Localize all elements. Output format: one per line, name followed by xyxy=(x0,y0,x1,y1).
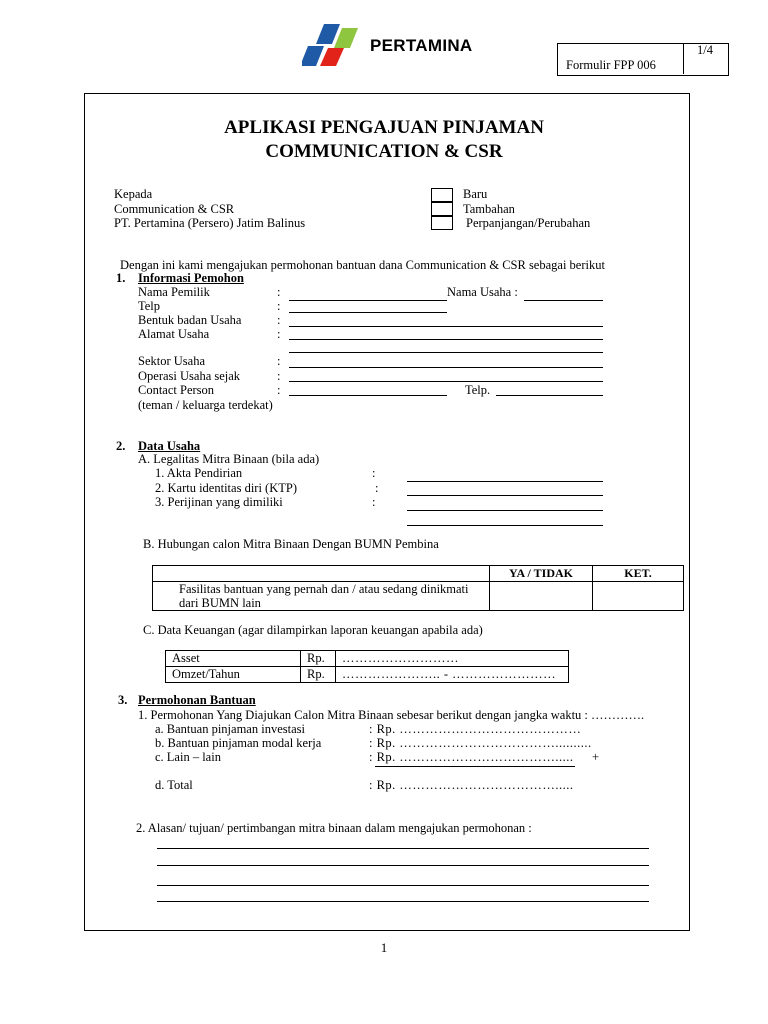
section-2-number: 2. xyxy=(116,439,126,453)
label-omzet: Omzet/Tahun xyxy=(166,667,301,683)
item-ktp: 2. Kartu identitas diri (KTP) xyxy=(155,481,297,495)
item-akta-pendirian: 1. Akta Pendirian xyxy=(155,466,243,480)
form-code: Formulir FPP 006 xyxy=(566,58,656,72)
addressee-line-2: Communication & CSR xyxy=(114,202,235,216)
label-pinjaman-modal-kerja: b. Bantuan pinjaman modal kerja xyxy=(155,736,322,750)
field-alasan-3[interactable] xyxy=(157,885,649,886)
label-lain-lain: c. Lain – lain xyxy=(155,750,221,764)
currency-omzet: Rp. xyxy=(301,667,336,683)
section-2c-heading: C. Data Keuangan (agar dilampirkan laporan keuangan apabila ada) xyxy=(143,623,483,637)
bumn-relation-table xyxy=(152,565,684,611)
field-contact-telp[interactable] xyxy=(496,395,603,396)
financial-table xyxy=(165,650,569,683)
option-perpanjangan-label: Perpanjangan/Perubahan xyxy=(466,216,591,230)
label-bentuk-badan-usaha: Bentuk badan Usaha xyxy=(138,313,242,327)
section-1-heading: Informasi Pemohon xyxy=(138,271,244,285)
checkbox-perpanjangan[interactable] xyxy=(431,216,453,230)
label-sektor-usaha: Sektor Usaha xyxy=(138,354,205,368)
form-title: APLIKASI PENGAJUAN PINJAMAN xyxy=(224,117,544,138)
value-pinjaman-investasi[interactable]: : Rp. …………………………………… xyxy=(369,722,582,736)
field-bentuk-badan-usaha[interactable] xyxy=(289,326,603,327)
label-contact-telp: Telp. xyxy=(465,383,491,397)
colon: : xyxy=(277,285,281,299)
table-header-empty xyxy=(153,566,490,582)
field-operasi-usaha-sejak[interactable] xyxy=(289,381,603,382)
addressee-line-1: Kepada xyxy=(114,187,153,201)
colon: : xyxy=(372,466,376,480)
field-alamat-usaha-2[interactable] xyxy=(289,352,603,353)
colon: : xyxy=(372,495,376,509)
sum-underline xyxy=(375,766,575,767)
intro-text: Dengan ini kami mengajukan permohonan bantuan dana Communication & CSR sebagai berikut xyxy=(120,258,605,272)
field-ktp[interactable] xyxy=(407,495,603,496)
field-alasan-1[interactable] xyxy=(157,848,649,849)
field-nama-pemilik[interactable] xyxy=(289,300,447,301)
option-baru-label: Baru xyxy=(463,187,488,201)
checkbox-tambahan[interactable] xyxy=(431,202,453,216)
label-asset: Asset xyxy=(166,651,301,667)
field-alasan-2[interactable] xyxy=(157,865,649,866)
label-total: d. Total xyxy=(155,778,193,792)
value-asset[interactable]: ……………………… xyxy=(336,651,569,667)
checkbox-baru[interactable] xyxy=(431,188,453,202)
field-nama-usaha[interactable] xyxy=(524,300,603,301)
colon: : xyxy=(277,354,281,368)
form-box-divider xyxy=(683,43,684,74)
pertamina-logo-icon xyxy=(302,22,362,68)
page-count: 1/4 xyxy=(697,43,713,57)
plus-sign: + xyxy=(592,750,600,764)
form-subtitle: COMMUNICATION & CSR xyxy=(265,141,503,162)
value-total[interactable]: : Rp. ………………………………..... xyxy=(369,778,574,792)
addressee-line-3: PT. Pertamina (Persero) Jatim Balinus xyxy=(114,216,306,230)
header-ket: KET. xyxy=(593,566,684,582)
cell-ya-tidak[interactable] xyxy=(490,582,593,611)
label-pinjaman-investasi: a. Bantuan pinjaman investasi xyxy=(155,722,305,736)
field-akta-pendirian[interactable] xyxy=(407,481,603,482)
label-alamat-usaha: Alamat Usaha xyxy=(138,327,210,341)
label-operasi-usaha-sejak: Operasi Usaha sejak xyxy=(138,369,241,383)
field-telp[interactable] xyxy=(289,312,447,313)
label-nama-usaha: Nama Usaha : xyxy=(447,285,518,299)
page-number: 1 xyxy=(380,940,388,955)
contact-person-note: (teman / keluarga terdekat) xyxy=(138,398,273,412)
field-contact-person[interactable] xyxy=(289,395,447,396)
option-tambahan-label: Tambahan xyxy=(463,202,515,216)
section-3-number: 3. xyxy=(118,693,128,707)
section-2-heading: Data Usaha xyxy=(138,439,201,453)
colon: : xyxy=(277,299,281,313)
label-nama-pemilik: Nama Pemilik xyxy=(138,285,210,299)
colon: : xyxy=(375,481,379,495)
field-alamat-usaha-1[interactable] xyxy=(289,339,603,340)
currency-asset: Rp. xyxy=(301,651,336,667)
section-2a-heading: A. Legalitas Mitra Binaan (bila ada) xyxy=(138,452,320,466)
label-telp: Telp xyxy=(138,299,161,313)
field-alasan-4[interactable] xyxy=(157,901,649,902)
value-pinjaman-modal-kerja[interactable]: : Rp. ……………………………….......... xyxy=(369,736,592,750)
header-ya-tidak: YA / TIDAK xyxy=(490,566,593,582)
section-1-number: 1. xyxy=(116,271,126,285)
field-perijinan-1[interactable] xyxy=(407,510,603,511)
item-perijinan: 3. Perijinan yang dimiliki xyxy=(155,495,283,509)
row-label-fasilitas: Fasilitas bantuan yang pernah dan / atau sedang dinikmati dari BUMN lain xyxy=(153,582,490,611)
cell-ket[interactable] xyxy=(593,582,684,611)
section-3-item-2: 2. Alasan/ tujuan/ pertimbangan mitra binaan dalam mengajukan permohonan : xyxy=(136,821,532,835)
value-omzet[interactable]: ………………….. - …………………… xyxy=(336,667,569,683)
colon: : xyxy=(277,313,281,327)
colon: : xyxy=(277,383,281,397)
section-2b-heading: B. Hubungan calon Mitra Binaan Dengan BUMN Pembina xyxy=(143,537,439,551)
logo-text: PERTAMINA xyxy=(370,36,473,55)
field-perijinan-2[interactable] xyxy=(407,525,603,526)
value-lain-lain[interactable]: : Rp. ………………………………..... xyxy=(369,750,574,764)
colon: : xyxy=(277,369,281,383)
section-3-heading: Permohonan Bantuan xyxy=(138,693,256,707)
field-sektor-usaha[interactable] xyxy=(289,367,603,368)
section-3-item-1: 1. Permohonan Yang Diajukan Calon Mitra Binaan sebesar berikut dengan jangka waktu : …………. xyxy=(138,708,645,722)
colon: : xyxy=(277,327,281,341)
label-contact-person: Contact Person xyxy=(138,383,215,397)
